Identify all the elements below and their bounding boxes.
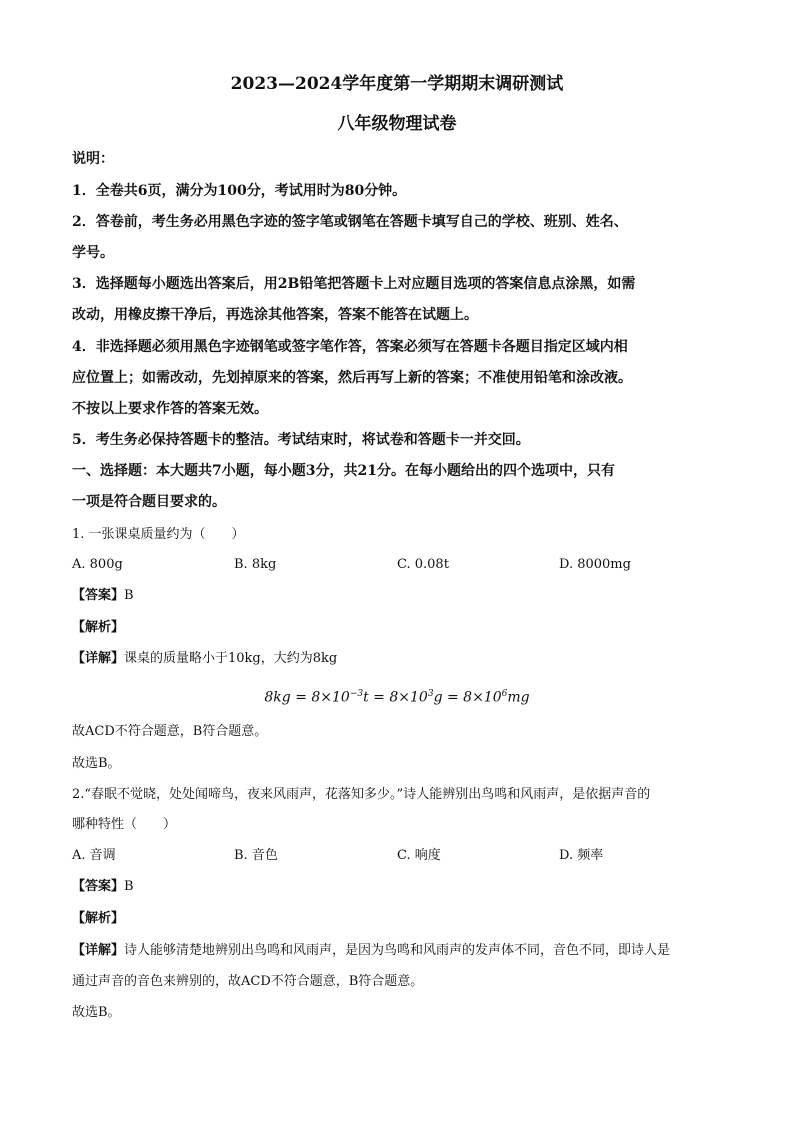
exam-subtitle: 八年级物理试卷 — [337, 114, 457, 134]
instruction-line: 应位置上；如需改动，先划掉原来的答案，然后再写上新的答案；不准使用铅笔和涂改液。 — [72, 370, 632, 386]
formula-exponent: 6 — [501, 689, 508, 699]
question-1-stem: 1. 一张课桌质量约为（ ） — [72, 527, 245, 542]
option-c: C. 响度 — [397, 848, 441, 863]
question-1-answer — [72, 587, 134, 605]
answer-value: B — [124, 879, 134, 894]
option-d: D. 8000mg — [559, 557, 631, 572]
instruction-line: 学号。 — [72, 245, 114, 261]
section-heading-cont: 一项是符合题目要求的。 — [72, 494, 226, 510]
question-1-detail — [72, 650, 337, 668]
option-a: A. 800g — [72, 557, 123, 572]
unit-conversion-formula — [0, 684, 794, 708]
exam-title: 2023—2024学年度第一学期期末调研测试 — [230, 74, 564, 94]
detail-tag: 【详解】 — [72, 943, 125, 958]
instructions-label: 说明： — [72, 151, 114, 167]
answer-tag: 【答案】 — [72, 879, 125, 894]
instruction-line: 3．选择题每小题选出答案后，用2B铅笔把答题卡上对应题目选项的答案信息点涂黑，如需 — [72, 276, 636, 292]
option-b: B. 8kg — [234, 557, 277, 572]
instruction-line: 4．非选择题必须用黑色字迹钢笔或签字笔作答，答案必须写在答题卡各题目指定区域内相 — [72, 339, 628, 355]
question-1-options — [72, 556, 722, 574]
formula-part: t = 8×10 — [363, 689, 428, 706]
formula-part: mg — [507, 689, 530, 706]
analysis-tag: 【解析】 — [72, 911, 125, 926]
formula-exponent: 3 — [427, 689, 434, 699]
section-heading: 一、选择题：本大题共7小题，每小题3分，共21分。在每小题给出的四个选项中，只有 — [72, 463, 615, 479]
formula-part: g = 8×10 — [433, 689, 502, 706]
detail-tag: 【详解】 — [72, 651, 125, 666]
instruction-line: 5．考生务必保持答题卡的整洁。考试结束时，将试卷和答题卡一并交回。 — [72, 432, 530, 448]
question-2-answer — [72, 878, 134, 896]
option-c: C. 0.08t — [397, 557, 449, 572]
question-2-stem-cont: 哪种特性（ ） — [72, 817, 177, 832]
option-a: A. 音调 — [72, 848, 116, 863]
option-b: B. 音色 — [234, 848, 278, 863]
instruction-line: 改动，用橡皮擦干净后，再选涂其他答案，答案不能答在试题上。 — [72, 307, 478, 323]
question-2-detail — [72, 942, 670, 960]
question-2-choice: 故选B。 — [72, 1005, 121, 1020]
question-2-detail-cont: 通过声音的音色来辨别的，故ACD不符合题意，B符合题意。 — [72, 974, 424, 989]
formula-exponent: −3 — [349, 689, 364, 699]
answer-value: B — [124, 588, 134, 603]
instruction-line: 2．答卷前，考生务必用黑色字迹的签字笔或钢笔在答题卡填写自己的学校、班别、姓名、 — [72, 214, 628, 230]
question-2-stem: 2.“春眠不觉晓，处处闻啼鸟，夜来风雨声，花落知多少。”诗人能辨别出鸟鸣和风雨声，是依据声音的 — [72, 787, 651, 802]
question-1-choice: 故选B。 — [72, 756, 121, 771]
analysis-tag: 【解析】 — [72, 620, 125, 635]
question-1-conclusion: 故ACD不符合题意，B符合题意。 — [72, 724, 268, 739]
detail-text: 课桌的质量略小于10kg，大约为8kg — [124, 651, 338, 666]
question-2-options — [72, 847, 722, 865]
option-d: D. 频率 — [559, 848, 604, 863]
instruction-line: 1．全卷共6页，满分为100分，考试用时为80分钟。 — [72, 183, 407, 199]
formula-part: 8kg = 8×10 — [264, 689, 350, 706]
detail-text: 诗人能够清楚地辨别出鸟鸣和风雨声，是因为鸟鸣和风雨声的发声体不同，音色不同，即诗人是 — [124, 943, 671, 958]
answer-tag: 【答案】 — [72, 588, 125, 603]
instruction-line: 不按以上要求作答的答案无效。 — [72, 401, 268, 417]
